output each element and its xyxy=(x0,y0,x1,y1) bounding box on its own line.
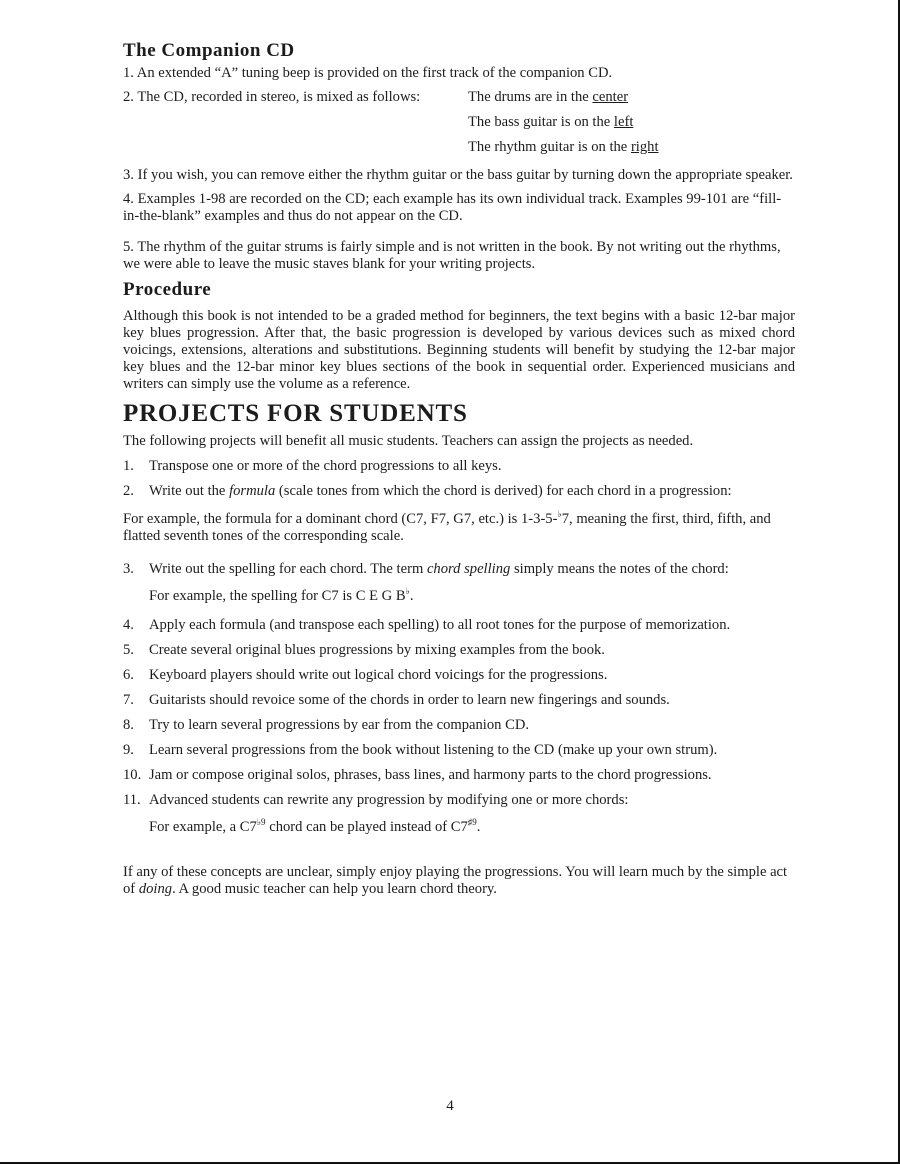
project-item-8 xyxy=(123,717,795,734)
project-text: Guitarists should revoice some of the chords in order to learn new fingerings and sounds. xyxy=(149,692,670,708)
mix-bass-side: left xyxy=(613,114,634,130)
project-item-3 xyxy=(123,561,795,578)
project-number: 2. xyxy=(123,483,134,499)
companion-item-2 xyxy=(123,89,795,114)
project-text: Learn several progressions from the book without listening to the CD (make up your own strum). xyxy=(149,742,718,758)
sharp-nine: ♯9 xyxy=(467,817,477,827)
project-text: Create several original blues progressions by mixing examples from the book. xyxy=(149,642,605,658)
project-number: 7. xyxy=(123,692,134,708)
project-text: Apply each formula (and transpose each spelling) to all root tones for the purpose of memorization. xyxy=(149,617,731,633)
project-number: 11. xyxy=(123,792,141,808)
closing-paragraph: If any of these concepts are unclear, simply enjoy playing the progressions. You will learn much by the simple act of doing. A good music teacher can help you learn chord theory. xyxy=(123,864,788,897)
companion-item-4: 4. Examples 1-98 are recorded on the CD; each example has its own individual track. Examples 99-101 are “fill- in-the-blank” examples and thus do not appear on the CD. xyxy=(123,191,782,224)
chord-spelling-emphasis: chord spelling xyxy=(426,561,511,577)
companion-item-1: 1. An extended “A” tuning beep is provided on the first track of the companion CD. xyxy=(123,65,613,81)
mix-rhythm-row xyxy=(123,139,795,164)
page-number: 4 xyxy=(446,1098,454,1114)
mix-drums-side: center xyxy=(592,89,629,105)
project-item-6 xyxy=(123,667,795,684)
project-number: 8. xyxy=(123,717,134,733)
page-content xyxy=(123,42,795,905)
project-number: 3. xyxy=(123,561,134,577)
formula-example: For example, the formula for a dominant chord (C7, F7, G7, etc.) is 1-3-5-♭7, meaning the first, third, fifth, and flatted seventh tones of the corresponding scale. xyxy=(123,509,771,544)
projects-intro: The following projects will benefit all music students. Teachers can assign the projects as needed. xyxy=(123,433,694,449)
mix-rhythm-text: The rhythm guitar is on the xyxy=(468,139,631,155)
project-number: 5. xyxy=(123,642,134,658)
project-number: 9. xyxy=(123,742,134,758)
project-item-7 xyxy=(123,692,795,709)
projects-heading: PROJECTS FOR STUDENTS xyxy=(123,400,468,427)
project-item-9 xyxy=(123,742,795,759)
project-text: Advanced students can rewrite any progression by modifying one or more chords: xyxy=(149,792,629,808)
project-number: 4. xyxy=(123,617,134,633)
companion-item-3: 3. If you wish, you can remove either the rhythm guitar or the bass guitar by turning down the appropriate speaker. xyxy=(123,167,793,183)
project-text: Try to learn several progressions by ear from the companion CD. xyxy=(149,717,530,733)
project-item-2 xyxy=(123,483,795,500)
project-text: Write out the spelling for each chord. The term chord spelling simply means the notes of the chord: xyxy=(149,561,729,577)
project-item-5 xyxy=(123,642,795,659)
project-number: 10. xyxy=(123,767,142,783)
flat-nine: ♭9 xyxy=(256,817,266,827)
companion-cd-heading: The Companion CD xyxy=(123,40,295,61)
project-number: 6. xyxy=(123,667,134,683)
project-number: 1. xyxy=(123,458,134,474)
companion-item-5: 5. The rhythm of the guitar strums is fairly simple and is not written in the book. By not writing out the rhythms, we were able to leave the music staves blank for your writing projects. xyxy=(123,239,781,272)
mix-rhythm-side: right xyxy=(630,139,659,155)
flat-sign: ♭ xyxy=(405,586,410,596)
flat-sign: ♭ xyxy=(557,509,562,519)
project-item-1 xyxy=(123,458,795,475)
procedure-body: Although this book is not intended to be a graded method for beginners, the text begins with a basic 12-bar major key blues progression. After that, the basic progression is developed by various devices such as mixed chord voicings, extensions, alterations and substitutions. Beginning students will benefit by studying the 12-bar major key blues and the 12-bar minor key blues sections of the book in sequential order. Experienced musicians and writers can simply use the volume as a reference. xyxy=(123,308,795,392)
project-text: Keyboard players should write out logical chord voicings for the progressions. xyxy=(149,667,608,683)
chord-modification-example: For example, a $C7^{♭9}$ chord can be played instead of $C7^{♯9}$. xyxy=(149,817,481,835)
project-item-4 xyxy=(123,617,795,634)
companion-item-2-label: 2. The CD, recorded in stereo, is mixed as follows: xyxy=(123,89,421,105)
procedure-heading: Procedure xyxy=(123,279,212,300)
mix-bass-text: The bass guitar is on the xyxy=(468,114,614,130)
mix-bass-row xyxy=(123,114,795,139)
project-item-11 xyxy=(123,792,795,809)
project-text: Write out the formula (scale tones from which the chord is derived) for each chord in a progression: xyxy=(149,483,732,499)
spelling-example: For example, the spelling for C7 is C E G B♭. xyxy=(149,586,414,604)
project-item-10 xyxy=(123,767,795,784)
mix-drums-text: The drums are in the xyxy=(468,89,593,105)
project-text: Jam or compose original solos, phrases, bass lines, and harmony parts to the chord progressions. xyxy=(149,767,712,783)
doing-emphasis: doing xyxy=(138,881,173,897)
project-text: Transpose one or more of the chord progressions to all keys. xyxy=(149,458,502,474)
formula-emphasis: formula xyxy=(229,483,276,499)
